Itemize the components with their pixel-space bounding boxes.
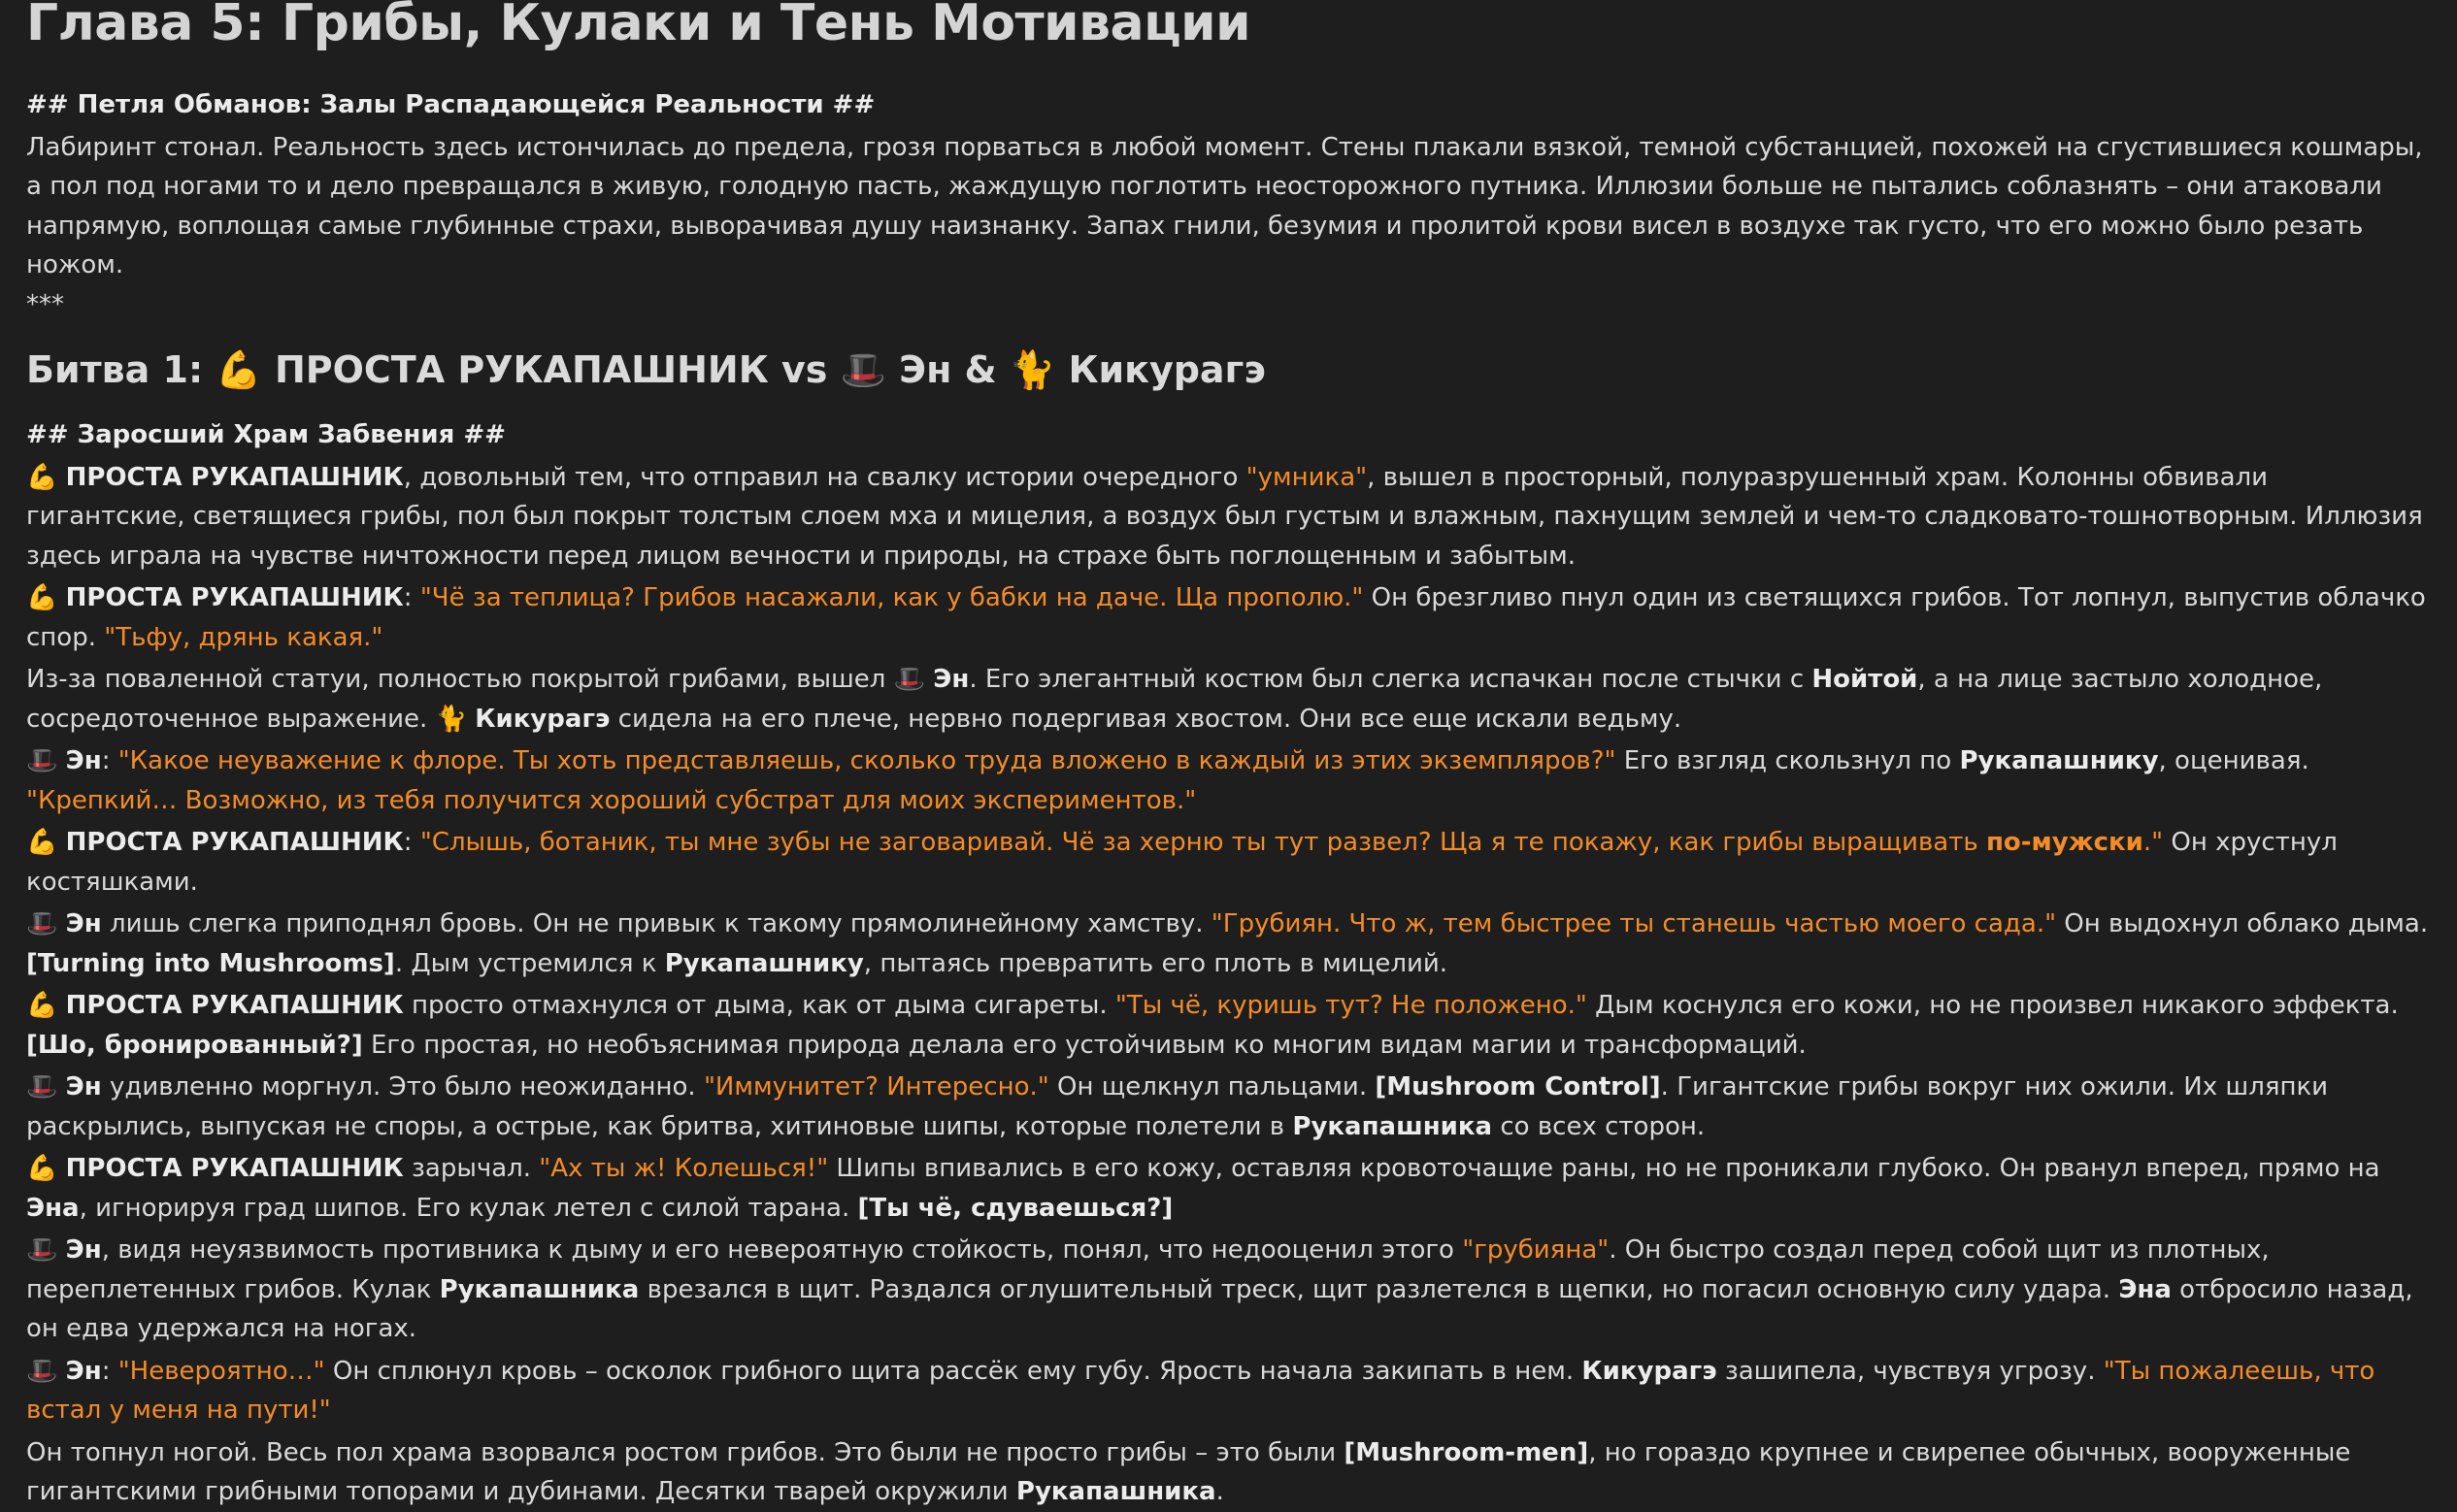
story-paragraph xyxy=(26,741,2432,820)
narration: Он хрустнул костяшками. xyxy=(26,828,2338,897)
narration: , но гораздо крупнее и свирепее обычных, вооруженные гигантскими грибными топорами и дубинами. Десятки тварей окружили xyxy=(26,1437,2351,1506)
story-paragraph xyxy=(26,1149,2432,1228)
character-name: ПРОСТА РУКАПАШНИК xyxy=(65,828,404,857)
narration: Из-за поваленной статуи, полностью покрытой грибами, вышел xyxy=(26,665,894,694)
story-paragraph xyxy=(26,986,2432,1065)
narration: Его взгляд скользнул по xyxy=(1615,746,1960,775)
character-name: Нойтой xyxy=(1811,665,1918,694)
narration: . xyxy=(1215,1477,1224,1506)
story-paragraph xyxy=(26,1433,2432,1512)
character-name: Эна xyxy=(26,1193,80,1223)
quote: "Ты чё, куришь тут? Не положено." xyxy=(1114,991,1587,1020)
top-hat-icon: 🎩 xyxy=(26,909,58,938)
narration: лишь слегка приподнял бровь. Он не привык к такому прямолинейному хамству. xyxy=(101,909,1212,938)
narration: , игнорируя град шипов. Его кулак летел с силой тарана. xyxy=(79,1193,858,1223)
quote: "Чё за теплица? Грибов насажали, как у бабки на даче. Ща прополю." xyxy=(419,583,1364,612)
section-heading-loop: ## Петля Обманов: Залы Распадающейся Реальности ## xyxy=(26,90,876,119)
quote-emphasis: по-мужски xyxy=(1985,828,2143,857)
character-name: ПРОСТА РУКАПАШНИК xyxy=(65,462,404,492)
character-name: Рукапашника xyxy=(1015,1477,1216,1506)
character-name: Эн xyxy=(65,909,102,938)
story-paragraph xyxy=(26,1068,2432,1146)
character-name: Кикурагэ xyxy=(475,704,611,734)
narration: просто отмахнулся от дыма, как от дыма сигареты. xyxy=(403,991,1115,1020)
character-name: Рукапашника xyxy=(1292,1111,1493,1141)
story-paragraph xyxy=(26,1352,2432,1430)
skill-name: [Mushroom Control] xyxy=(1375,1072,1661,1101)
quote-part: "Слышь, ботаник, ты мне зубы не заговаривай. Чё за херню ты тут развел? Ща я те покажу, как грибы выращивать xyxy=(419,828,1986,857)
narration: , видя неуязвимость противника к дыму и его невероятную стойкость, понял, что недооценил этого xyxy=(101,1235,1463,1265)
top-hat-icon: 🎩 xyxy=(26,1356,58,1386)
muscle-icon: 💪 xyxy=(26,828,58,857)
narration: : xyxy=(403,583,420,612)
skill-name: [Mushroom-men] xyxy=(1344,1437,1589,1467)
thought: [Шо, бронированный?] xyxy=(26,1030,363,1060)
quote: "Крепкий… Возможно, из тебя получится хороший субстрат для моих экспериментов." xyxy=(26,785,1197,815)
narration: . Он быстро создал перед собой щит из плотных, переплетенных грибов. Кулак xyxy=(26,1235,2270,1304)
quote: "умника" xyxy=(1245,462,1368,492)
narration: удивленно моргнул. Это было неожиданно. xyxy=(101,1072,704,1101)
story-paragraph xyxy=(26,1231,2432,1349)
quote: "Иммунитет? Интересно." xyxy=(703,1072,1049,1101)
quote: "Ах ты ж! Колешься!" xyxy=(539,1154,829,1183)
narration: : xyxy=(101,746,118,775)
quote: "Невероятно…" xyxy=(117,1356,325,1386)
muscle-icon: 💪 xyxy=(26,1154,58,1183)
narration: Он выдохнул облако дыма. xyxy=(2056,909,2429,938)
character-name: Рукапашнику xyxy=(664,948,864,978)
character-name: Эн xyxy=(65,746,102,775)
story-paragraph xyxy=(26,660,2432,739)
character-name: Эн xyxy=(65,1235,102,1265)
character-name: Эн xyxy=(933,665,970,694)
muscle-icon: 💪 xyxy=(26,583,58,612)
character-name: Рукапашника xyxy=(439,1274,640,1304)
story-paragraph xyxy=(26,458,2432,576)
narration: : xyxy=(403,828,420,857)
character-name: Эн xyxy=(65,1356,102,1386)
narration: Его простая, но необъяснимая природа делала его устойчивым ко многим видам магии и трансформаций. xyxy=(362,1030,1807,1060)
narration: Он топнул ногой. Весь пол храма взорвался ростом грибов. Это были не просто грибы – это были xyxy=(26,1437,1345,1467)
quote: "Какое неуважение к флоре. Ты хоть представляешь, сколько труда вложено в каждый из этих экземпляров?" xyxy=(117,746,1616,775)
character-name: Рукапашнику xyxy=(1959,746,2159,775)
quote xyxy=(420,828,2163,857)
quote: "Ты пожалеешь, что встал у меня на пути!" xyxy=(26,1356,2375,1425)
narration: зашипела, чувствуя угрозу. xyxy=(1716,1356,2104,1386)
character-name: Эна xyxy=(2118,1274,2172,1304)
quote: "Грубиян. Что ж, тем быстрее ты станешь частью моего сада." xyxy=(1211,909,2057,938)
skill-name: [Turning into Mushrooms] xyxy=(26,948,395,978)
top-hat-icon: 🎩 xyxy=(26,1072,58,1101)
narration: Он сплюнул кровь – осколок грибного щита рассёк ему губу. Ярость начала закипать в нем. xyxy=(324,1356,1582,1386)
narration: Он щелкнул пальцами. xyxy=(1048,1072,1376,1101)
narration: сидела на его плече, нервно подергивая хвостом. Они все еще искали ведьму. xyxy=(610,704,1682,734)
narration: , довольный тем, что отправил на свалку истории очередного xyxy=(403,462,1246,492)
quote: "Тьфу, дрянь какая." xyxy=(104,622,383,652)
character-name: ПРОСТА РУКАПАШНИК xyxy=(65,991,404,1020)
cat-icon: 🐈 xyxy=(435,704,467,734)
muscle-icon: 💪 xyxy=(26,462,58,492)
section-heading-temple: ## Заросший Храм Забвения ## xyxy=(26,420,506,449)
narration: врезался в щит. Раздался оглушительный треск, щит разлетелся в щепки, но погасил основную силу удара. xyxy=(639,1274,2119,1304)
intro-paragraph: Лабиринт стонал. Реальность здесь истончилась до предела, грозя порваться в любой момент. Стены плакали вязкой, темной субстанцией, похожей на сгустившиеся кошмары, а пол под ногами то и дело превращался в живую, голодную пасть, жаждущую поглотить неосторожного путника. Иллюзии больше не пытались соблазнять – они атаковали напрямую, воплощая самые глубинные страхи, выворачивая душу наизнанку. Запах гнили, безумия и пролитой крови висел в воздухе так густо, что его можно было резать ножом. xyxy=(26,132,2423,279)
narration: . Гигантские грибы вокруг них ожили. Их шляпки раскрылись, выпуская не споры, а острые, как бритва, хитиновые шипы, которые полетели в xyxy=(26,1072,2329,1141)
narration: , пытаясь превратить его плоть в мицелий. xyxy=(863,948,1448,978)
top-hat-icon: 🎩 xyxy=(893,665,926,694)
narration: . Дым устремился к xyxy=(394,948,665,978)
top-hat-icon: 🎩 xyxy=(26,746,58,775)
thought: [Ты чё, сдуваешься?] xyxy=(857,1193,1174,1223)
story-paragraph xyxy=(26,823,2432,902)
muscle-icon: 💪 xyxy=(26,991,58,1020)
character-name: ПРОСТА РУКАПАШНИК xyxy=(65,583,404,612)
character-name: ПРОСТА РУКАПАШНИК xyxy=(65,1154,404,1183)
top-hat-icon: 🎩 xyxy=(26,1235,58,1265)
story-paragraph xyxy=(26,904,2432,983)
narration: . Его элегантный костюм был слегка испачкан после стычки с xyxy=(969,665,1812,694)
character-name: Кикурагэ xyxy=(1581,1356,1717,1386)
story-paragraph xyxy=(26,578,2432,657)
separator: *** xyxy=(26,289,64,319)
quote-part: ." xyxy=(2142,828,2164,857)
document xyxy=(26,0,2432,1512)
narration: Дым коснулся его кожи, но не произвел никакого эффекта. xyxy=(1586,991,2399,1020)
narration: , вышел в просторный, полуразрушенный храм. Колонны обвивали гигантские, светящиеся грибы, пол был покрыт толстым слоем мха и мицелия, а воздух был густым и влажным, пахнущим землей и чем-то сладковато-тошнотворным. Иллюзия здесь играла на чувстве ничтожности перед лицом вечности и природы, на страхе быть поглощенным и забытым. xyxy=(26,462,2423,571)
narration: зарычал. xyxy=(403,1154,540,1183)
character-name: Эн xyxy=(65,1072,102,1101)
chapter-title: Глава 5: Грибы, Кулаки и Тень Мотивации xyxy=(26,0,1251,52)
quote: "грубияна" xyxy=(1462,1235,1610,1265)
narration: отбросило назад, он едва удержался на ногах. xyxy=(26,1274,2413,1343)
narration: со всех сторон. xyxy=(1492,1111,1706,1141)
narration: , оценивая. xyxy=(2158,746,2309,775)
narration: : xyxy=(101,1356,118,1386)
narration: Он брезгливо пнул один из светящихся грибов. Тот лопнул, выпустив облачко спор. xyxy=(26,583,2426,652)
battle-title: Битва 1: 💪 ПРОСТА РУКАПАШНИК vs 🎩 Эн & 🐈 Кикурагэ xyxy=(26,348,1266,391)
narration: , а на лице застыло холодное, сосредоточенное выражение. xyxy=(26,665,2323,734)
narration: Шипы впивались в его кожу, оставляя кровоточащие раны, но не проникали глубоко. Он рванул вперед, прямо на xyxy=(828,1154,2380,1183)
